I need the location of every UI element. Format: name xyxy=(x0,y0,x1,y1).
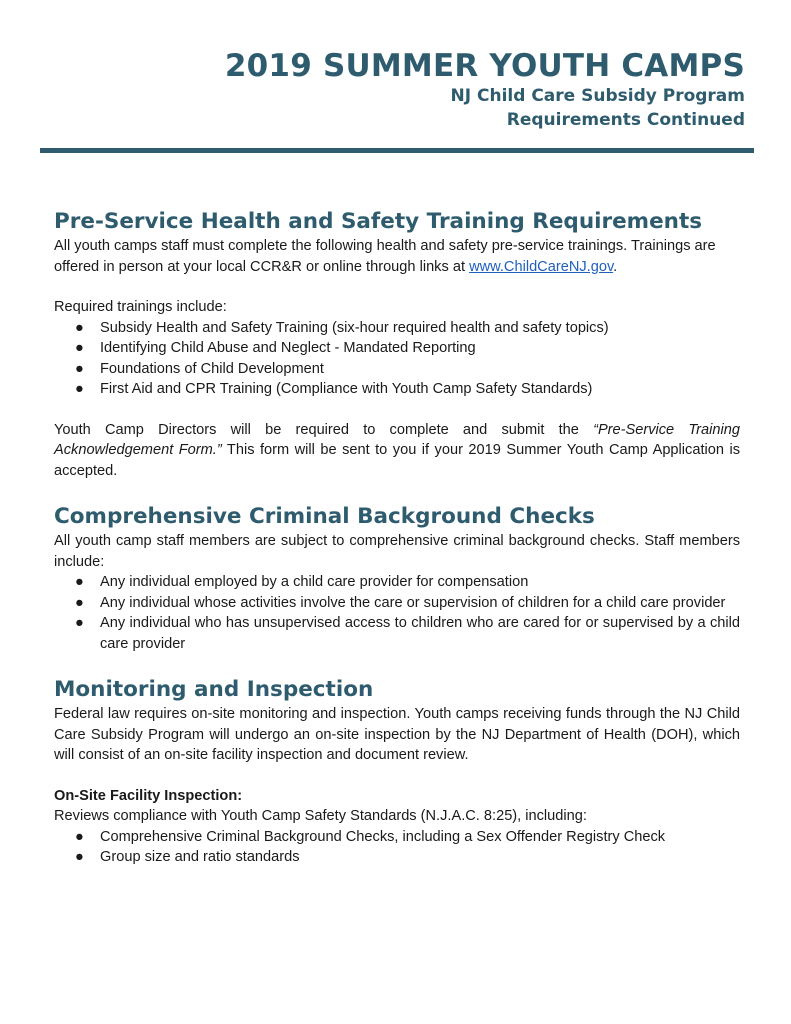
list-item xyxy=(54,379,740,400)
page-subtitle-program: NJ Child Care Subsidy Program xyxy=(450,86,745,106)
list-item xyxy=(54,613,740,654)
acknowledgement-form-name: “Pre-Service Training Acknowledgement Form.” xyxy=(54,421,740,458)
list-item-text: Any individual who has unsupervised access to children who are cared for or supervised by a child care provider xyxy=(100,615,740,652)
facility-inspection-intro: Reviews compliance with Youth Camp Safety Standards (N.J.A.C. 8:25), including: xyxy=(54,808,587,824)
childcarenj-link[interactable]: www.ChildCareNJ.gov xyxy=(469,258,614,275)
document-body xyxy=(54,208,740,868)
page-header xyxy=(225,48,745,132)
bullet-icon: ● xyxy=(75,594,84,611)
list-item-text: First Aid and CPR Training (Compliance with Youth Camp Safety Standards) xyxy=(100,381,593,397)
bullet-icon: ● xyxy=(75,319,84,336)
facility-inspection-heading: On-Site Facility Inspection: xyxy=(54,787,243,804)
list-item-text: Comprehensive Criminal Background Checks, including a Sex Offender Registry Check xyxy=(100,828,666,845)
bullet-icon: ● xyxy=(75,360,84,377)
list-item xyxy=(54,572,740,593)
directors-paragraph xyxy=(54,420,740,482)
bullet-icon: ● xyxy=(75,381,84,397)
list-item xyxy=(54,827,740,848)
training-intro xyxy=(54,236,740,277)
background-checks-intro: All youth camp staff members are subject to comprehensive criminal background checks. Staff members include: xyxy=(54,533,740,570)
bullet-icon: ● xyxy=(75,615,84,631)
monitoring-intro: Federal law requires on-site monitoring and inspection. Youth camps receiving funds through the NJ Child Care Subsidy Program will undergo an on-site inspection by the NJ Department of Health (DOH), which will consist of an on-site facility inspection and document review. xyxy=(54,706,740,763)
list-item-text: Identifying Child Abuse and Neglect - Mandated Reporting xyxy=(100,340,476,356)
list-item xyxy=(54,359,740,380)
bullet-icon: ● xyxy=(75,340,84,356)
list-item xyxy=(54,338,740,359)
section-heading-background-checks: Comprehensive Criminal Background Checks xyxy=(54,504,595,529)
list-item-text: Any individual whose activities involve the care or supervision of children for a child care provider xyxy=(100,594,726,611)
directors-text: Youth Camp Directors will be required to complete and submit the xyxy=(54,421,594,438)
header-divider xyxy=(40,148,754,153)
page-subtitle-requirements: Requirements Continued xyxy=(506,110,745,130)
page-title: 2019 SUMMER YOUTH CAMPS xyxy=(224,48,745,84)
directors-text-end: This form will be sent to you if your 2019 Summer Youth Camp Application is accepted. xyxy=(54,442,740,479)
list-item-text: Subsidy Health and Safety Training (six-hour required health and safety topics) xyxy=(100,319,609,336)
bullet-icon: ● xyxy=(75,828,84,845)
training-intro-text: All youth camps staff must complete the following health and safety pre-service trainings. Trainings are offered in person at your local CCR&R or online through links at xyxy=(54,238,716,275)
training-intro-end: . xyxy=(613,258,618,275)
staff-members-list xyxy=(54,572,740,654)
inspection-list xyxy=(54,827,740,868)
section-heading-training: Pre-Service Health and Safety Training Requirements xyxy=(54,209,703,234)
list-item xyxy=(54,593,740,614)
bullet-icon: ● xyxy=(75,574,84,590)
required-trainings-label: Required trainings include: xyxy=(54,299,227,315)
list-item-text: Any individual employed by a child care provider for compensation xyxy=(100,574,529,590)
list-item xyxy=(54,318,740,339)
list-item-text: Foundations of Child Development xyxy=(100,360,324,377)
list-item xyxy=(54,847,740,868)
section-heading-monitoring: Monitoring and Inspection xyxy=(54,677,374,702)
list-item-text: Group size and ratio standards xyxy=(100,849,300,865)
training-list xyxy=(54,318,740,400)
bullet-icon: ● xyxy=(75,849,84,865)
